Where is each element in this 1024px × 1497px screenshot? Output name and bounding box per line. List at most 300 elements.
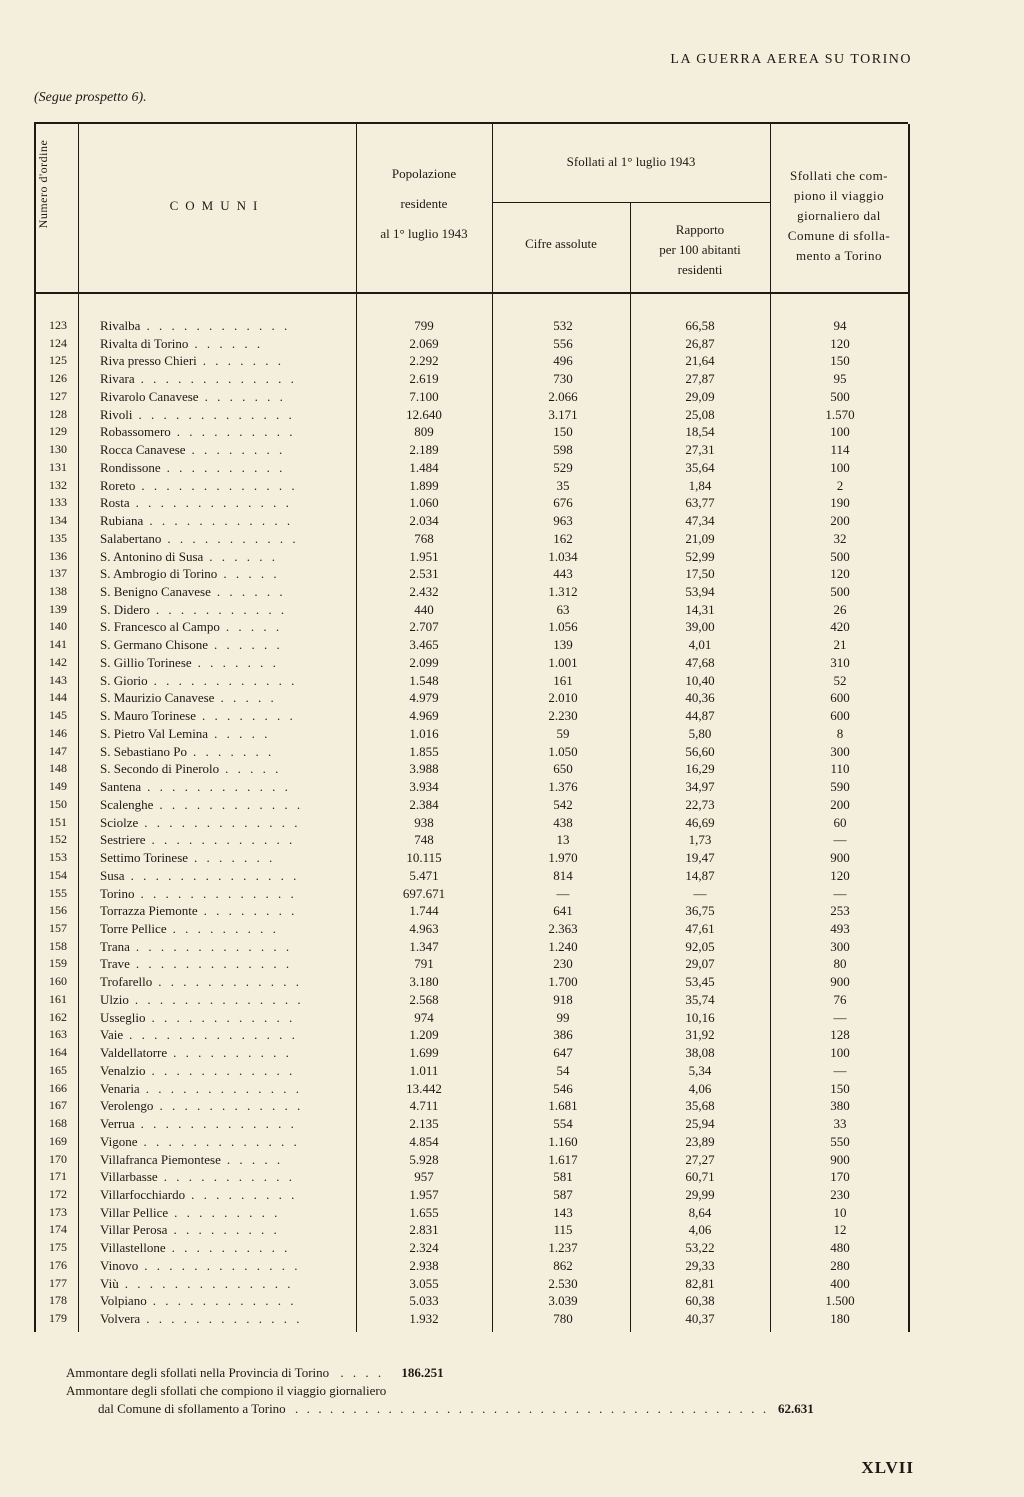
row-rapporto: 5,80 [688,725,712,741]
row-comune-cell [100,565,280,583]
row-leader-dots: . . . . . . . [194,850,276,866]
table-row [34,867,908,885]
row-number: 145 [49,708,67,723]
row-comune-cell [100,1026,298,1044]
row-comune: Rivoli [100,406,133,422]
row-rapporto: 47,34 [685,513,715,529]
row-sfollati-viaggio: 1.570 [825,406,855,422]
row-comune: Volpiano [100,1293,147,1309]
row-rapporto: 34,97 [685,779,715,795]
row-cifre-assolute: 13 [556,832,570,848]
row-comune-cell [100,1062,295,1080]
row-comune-cell [100,1292,296,1310]
table-row [34,920,908,938]
row-leader-dots: . . . . . . . . . . [176,424,296,440]
row-number: 144 [49,690,67,705]
row-popolazione: 1.932 [409,1311,439,1327]
row-popolazione: 809 [414,424,434,440]
table-row [34,636,908,654]
row-cifre-assolute: 647 [553,1045,573,1061]
row-sfollati-viaggio: 500 [830,548,850,564]
row-comune-cell [100,1310,302,1328]
row-leader-dots: . . . . . . . [197,654,279,670]
row-rapporto: 60,71 [685,1169,715,1185]
row-rapporto: 19,47 [685,850,715,866]
row-rapporto: 44,87 [685,708,715,724]
row-popolazione: 1.744 [409,903,439,919]
row-comune-cell [100,991,304,1009]
row-leader-dots: . . . . . . . . . . . . . [144,814,301,830]
row-popolazione: 2.938 [409,1257,439,1273]
row-leader-dots: . . . . . . . . . . . . [153,672,298,688]
row-number: 173 [49,1204,67,1219]
row-leader-dots: . . . . . . . . . . . . [159,796,304,812]
row-sfollati-viaggio: 900 [830,1151,850,1167]
row-number: 174 [49,1222,67,1237]
table-row [34,459,908,477]
row-rapporto: 29,33 [685,1257,715,1273]
row-comune-cell [100,512,293,530]
row-comune-cell [100,1275,293,1293]
running-title: LA GUERRA AEREA SU TORINO [670,52,912,67]
row-sfollati-viaggio: 590 [830,779,850,795]
table-row [34,849,908,867]
table-row [34,831,908,849]
row-rapporto: 39,00 [685,619,715,635]
row-rapporto: 14,87 [685,867,715,883]
row-number: 132 [49,477,67,492]
row-sfollati-viaggio: 550 [830,1133,850,1149]
row-comune: Robassomero [100,424,171,440]
row-rapporto: 35,74 [685,991,715,1007]
row-comune-cell [100,831,295,849]
row-popolazione: 5.928 [409,1151,439,1167]
row-cifre-assolute: 1.240 [548,938,578,954]
row-sfollati-viaggio: 33 [833,1116,847,1132]
row-rapporto: 53,94 [685,584,715,600]
row-number: 135 [49,530,67,545]
row-rapporto: 8,64 [688,1204,712,1220]
row-leader-dots: . . . . . . . . . . . . . [135,956,293,972]
row-comune-cell [100,317,290,335]
table-row [34,352,908,370]
row-cifre-assolute: 1.376 [548,779,578,795]
table-row [34,1151,908,1169]
row-rapporto: 23,89 [685,1133,715,1149]
row-popolazione: 1.016 [409,725,439,741]
row-rapporto: 17,50 [685,566,715,582]
row-popolazione: 2.432 [409,584,439,600]
table-row [34,991,908,1009]
row-comune-cell [100,601,287,619]
row-popolazione: 3.934 [409,779,439,795]
row-rapporto: 40,36 [685,690,715,706]
row-cifre-assolute: 556 [553,335,573,351]
row-cifre-assolute: 2.230 [548,708,578,724]
row-popolazione: 1.951 [409,548,439,564]
row-leader-dots: . . . . . . . . . . . . [159,1098,304,1114]
row-rapporto: 47,61 [685,920,715,936]
row-popolazione: 938 [414,814,434,830]
row-rapporto: 31,92 [685,1027,715,1043]
row-sfollati-viaggio: 110 [830,761,850,777]
row-leader-dots: . . . . . . . . . . [166,459,286,475]
row-rapporto: 56,60 [685,743,715,759]
row-comune-cell [100,441,285,459]
row-popolazione: 1.548 [409,672,439,688]
header-viaggio-line3: giornaliero dal [797,208,881,223]
row-leader-dots: . . . . . [223,566,280,582]
table-body [34,317,908,1328]
row-popolazione: 1.855 [409,743,439,759]
row-number: 142 [49,654,67,669]
row-cifre-assolute: 542 [553,796,573,812]
table-row [34,583,908,601]
row-popolazione: 2.831 [409,1222,439,1238]
row-sfollati-viaggio: — [833,1009,847,1025]
row-cifre-assolute: 63 [556,601,570,617]
row-sfollati-viaggio: 60 [833,814,847,830]
row-number: 127 [49,388,67,403]
row-leader-dots: . . . . . . . . . . . . . [135,495,292,511]
row-comune: Rivarolo Canavese [100,388,199,404]
row-rapporto: 10,16 [685,1009,715,1025]
row-leader-dots: . . . . . . . . . . . . . . [124,1275,294,1291]
row-leader-dots: . . . . . . . . . . . . . . [134,991,304,1007]
row-cifre-assolute: 1.001 [548,654,578,670]
row-comune: S. Secondo di Pinerolo [100,761,220,777]
row-sfollati-viaggio: 200 [830,796,850,812]
row-popolazione: 1.060 [409,495,439,511]
row-number: 124 [49,335,67,350]
row-sfollati-viaggio: 100 [830,459,850,475]
row-popolazione: 957 [414,1169,434,1185]
row-cifre-assolute: 554 [553,1116,573,1132]
row-comune: Santena [100,779,142,795]
row-sfollati-viaggio: 500 [830,584,850,600]
row-rapporto: 16,29 [685,761,715,777]
row-sfollati-viaggio: 300 [830,938,850,954]
row-sfollati-viaggio: 1.500 [825,1293,855,1309]
header-rapporto-line1: Rapporto [675,222,725,237]
row-cifre-assolute: 1.160 [548,1133,578,1149]
row-sfollati-viaggio: 150 [830,353,850,369]
row-rapporto: 4,06 [688,1080,712,1096]
total-commuters-label-2: dal Comune di sfollamento a Torino [98,1401,286,1416]
row-rapporto: 25,94 [685,1116,715,1132]
table-row [34,388,908,406]
row-leader-dots: . . . . . . . . . . [171,1240,291,1256]
row-number: 153 [49,850,67,865]
row-sfollati-viaggio: 120 [830,867,850,883]
row-number: 163 [49,1027,67,1042]
row-comune: Sestriere [100,832,146,848]
table-row [34,743,908,761]
row-popolazione: 2.135 [409,1116,439,1132]
row-number: 156 [49,903,67,918]
row-leader-dots: . . . . . . . . . . . . [158,974,302,990]
row-comune-cell [100,1204,280,1222]
row-number: 134 [49,513,67,528]
table-row [34,1239,908,1257]
row-number: 125 [49,353,67,368]
row-comune-cell [100,1168,295,1186]
row-rapporto: 27,87 [685,371,715,387]
row-cifre-assolute: 1.237 [548,1240,578,1256]
row-comune-cell [100,672,297,690]
row-comune-cell [100,1044,292,1062]
row-leader-dots: . . . . . . . . . . . . . [138,406,295,422]
row-comune: S. Maurizio Canavese [100,690,215,706]
row-cifre-assolute: 2.363 [548,920,578,936]
header-cifre-assolute: Cifre assolute [525,236,597,251]
row-number: 162 [49,1009,67,1024]
row-comune: S. Germano Chisone [100,637,208,653]
table-row [34,1292,908,1310]
table-row [34,1133,908,1151]
row-leader-dots: . . . . . . . . . . . . . [140,1116,297,1132]
row-leader-dots: . . . . . [225,761,282,777]
row-number: 166 [49,1080,67,1095]
row-number: 130 [49,442,67,457]
row-rapporto: 27,27 [685,1151,715,1167]
row-number: 149 [49,779,67,794]
row-comune: S. Sebastiano Po [100,743,188,759]
row-cifre-assolute: 3.171 [548,406,578,422]
row-leader-dots: . . . . . . [209,548,279,564]
header-rapporto [630,220,770,280]
row-rapporto: 35,68 [685,1098,715,1114]
row-number: 165 [49,1062,67,1077]
row-number: 171 [49,1169,67,1184]
row-rapporto: 29,09 [685,388,715,404]
header-viaggio-line4: Comune di sfolla- [787,228,891,243]
row-number: 151 [49,814,67,829]
row-comune-cell [100,1009,295,1027]
row-cifre-assolute: 438 [553,814,573,830]
row-comune: S. Benigno Canavese [100,584,211,600]
row-comune-cell [100,707,296,725]
row-leader-dots: . . . . . . . . . . . . . [145,1080,302,1096]
row-cifre-assolute: 814 [553,867,573,883]
row-comune-cell [100,370,297,388]
row-number: 161 [49,991,67,1006]
row-comune: Villarbasse [100,1169,158,1185]
row-popolazione: 748 [414,832,434,848]
row-number: 131 [49,459,67,474]
row-comune-cell [100,1115,297,1133]
row-comune: S. Mauro Torinese [100,708,196,724]
table-rule-head [34,292,908,294]
row-rapporto: 26,87 [685,335,715,351]
row-leader-dots: . . . . . [220,690,277,706]
row-popolazione: 5.033 [409,1293,439,1309]
row-cifre-assolute: 99 [556,1009,570,1025]
row-sfollati-viaggio: 900 [830,850,850,866]
row-rapporto: 63,77 [685,495,715,511]
table-row [34,938,908,956]
row-popolazione: 13.442 [406,1080,442,1096]
row-leader-dots: . . . . . . . . . . [173,1045,292,1061]
row-number: 179 [49,1311,67,1326]
row-popolazione: 1.899 [409,477,439,493]
table-row [34,689,908,707]
table-row [34,548,908,566]
row-cifre-assolute: 1.056 [548,619,578,635]
row-comune-cell [100,1151,283,1169]
row-sfollati-viaggio: 100 [830,1045,850,1061]
row-number: 159 [49,956,67,971]
row-comune-cell [100,760,281,778]
row-rapporto: 92,05 [685,938,715,954]
row-leader-dots: . . . . . . . [204,388,286,404]
table-rule-right [908,124,910,1332]
row-rapporto: 36,75 [685,903,715,919]
row-leader-dots: . . . . . . . . . . . . [149,513,294,529]
row-leader-dots: . . . . . . . [193,743,275,759]
row-sfollati-viaggio: 10 [833,1204,847,1220]
row-number: 170 [49,1151,67,1166]
row-rapporto: 52,99 [685,548,715,564]
row-number: 176 [49,1257,67,1272]
table-row [34,672,908,690]
row-sfollati-viaggio: 600 [830,708,850,724]
row-leader-dots: . . . . . . . . . . . . . [135,938,293,954]
row-leader-dots: . . . . . . . . . . . . . [146,1311,303,1327]
row-comune: Venalzio [100,1062,146,1078]
row-comune: S. Giorio [100,672,148,688]
table-row [34,796,908,814]
row-comune: Volvera [100,1311,141,1327]
row-popolazione: 1.209 [409,1027,439,1043]
row-number: 177 [49,1275,67,1290]
row-popolazione: 2.531 [409,566,439,582]
row-leader-dots: . . . . . . . . . . . . [147,779,291,795]
row-popolazione: 2.324 [409,1240,439,1256]
row-comune: Sciolze [100,814,139,830]
table-row [34,1026,908,1044]
row-sfollati-viaggio: 420 [830,619,850,635]
row-cifre-assolute: 641 [553,903,573,919]
table-row [34,1080,908,1098]
row-cifre-assolute: 1.034 [548,548,578,564]
row-number: 164 [49,1045,67,1060]
row-comune: S. Pietro Val Lemina [100,725,209,741]
row-rapporto: 25,08 [685,406,715,422]
table-row [34,1009,908,1027]
row-sfollati-viaggio: 26 [833,601,847,617]
row-comune: Salabertano [100,530,162,546]
row-cifre-assolute: 532 [553,318,573,333]
table-row [34,778,908,796]
row-sfollati-viaggio: 190 [830,495,850,511]
row-cifre-assolute: 598 [553,442,573,458]
row-number: 147 [49,743,67,758]
header-popolazione [356,164,492,244]
row-popolazione: 2.099 [409,654,439,670]
row-comune: Villastellone [100,1240,166,1256]
row-rapporto: 1,73 [688,832,712,848]
row-cifre-assolute: 1.050 [548,743,578,759]
header-popolazione-line1: Popolazione [391,166,457,181]
row-comune: Rivalba [100,318,141,333]
total-province-dots: . . . . [340,1365,385,1380]
row-sfollati-viaggio: 600 [830,690,850,706]
row-popolazione: 1.655 [409,1204,439,1220]
row-popolazione: 1.484 [409,459,439,475]
table-row [34,1204,908,1222]
row-popolazione: 1.957 [409,1186,439,1202]
row-comune: Ulzio [100,991,129,1007]
row-sfollati-viaggio: 150 [830,1080,850,1096]
row-rapporto: 38,08 [685,1045,715,1061]
row-number: 146 [49,725,67,740]
row-comune: Vinovo [100,1257,139,1273]
row-rapporto: 5,34 [688,1062,712,1078]
table-row [34,423,908,441]
row-sfollati-viaggio: 120 [830,335,850,351]
header-sfollati-group: Sfollati al 1° luglio 1943 [566,154,696,169]
row-popolazione: 3.465 [409,637,439,653]
row-comune-cell [100,920,279,938]
row-rapporto: 14,31 [685,601,715,617]
row-leader-dots: . . . . . . . . . . . . . . [130,867,300,883]
table-row [34,814,908,832]
row-comune-cell [100,1080,302,1098]
row-popolazione: 2.384 [409,796,439,812]
row-popolazione: 974 [414,1009,434,1025]
table-rule-subhead [492,202,770,203]
row-popolazione: 2.069 [409,335,439,351]
row-popolazione: 4.854 [409,1133,439,1149]
row-sfollati-viaggio: 170 [830,1169,850,1185]
row-number: 143 [49,672,67,687]
row-leader-dots: . . . . . [226,1151,284,1167]
row-rapporto: 82,81 [685,1275,715,1291]
row-sfollati-viaggio: 76 [833,991,847,1007]
row-popolazione: 768 [414,530,434,546]
header-numero: Numero d'ordine [36,139,50,229]
header-comuni: COMUNI [169,198,265,213]
row-number: 157 [49,920,67,935]
row-cifre-assolute: 139 [553,637,573,653]
row-popolazione: 12.640 [406,406,442,422]
table-row [34,1044,908,1062]
row-popolazione: 697.671 [402,885,446,901]
header-popolazione-line3: al 1° luglio 1943 [380,226,468,241]
total-commuters-label-1: Ammontare degli sfollati che compiono il viaggio giornaliero [66,1383,387,1398]
row-comune-cell [100,743,274,761]
row-popolazione: 2.568 [409,991,439,1007]
row-cifre-assolute: 1.700 [548,974,578,990]
row-comune: S. Antonino di Susa [100,548,204,564]
row-comune-cell [100,636,283,654]
row-comune-cell [100,849,275,867]
row-popolazione: 3.988 [409,761,439,777]
row-comune: Rocca Canavese [100,442,186,458]
row-comune-cell [100,1097,303,1115]
table-row [34,406,908,424]
row-comune: Villarfocchiardo [100,1186,186,1202]
row-number: 129 [49,424,67,439]
table-row [34,477,908,495]
row-rapporto: — [693,885,707,901]
row-popolazione: 1.347 [409,938,439,954]
row-comune: S. Ambrogio di Torino [100,566,218,582]
total-province-label: Ammontare degli sfollati nella Provincia di Torino [66,1365,330,1380]
row-leader-dots: . . . . . . . . . . . . . . [129,1027,298,1043]
row-comune: Susa [100,867,125,883]
